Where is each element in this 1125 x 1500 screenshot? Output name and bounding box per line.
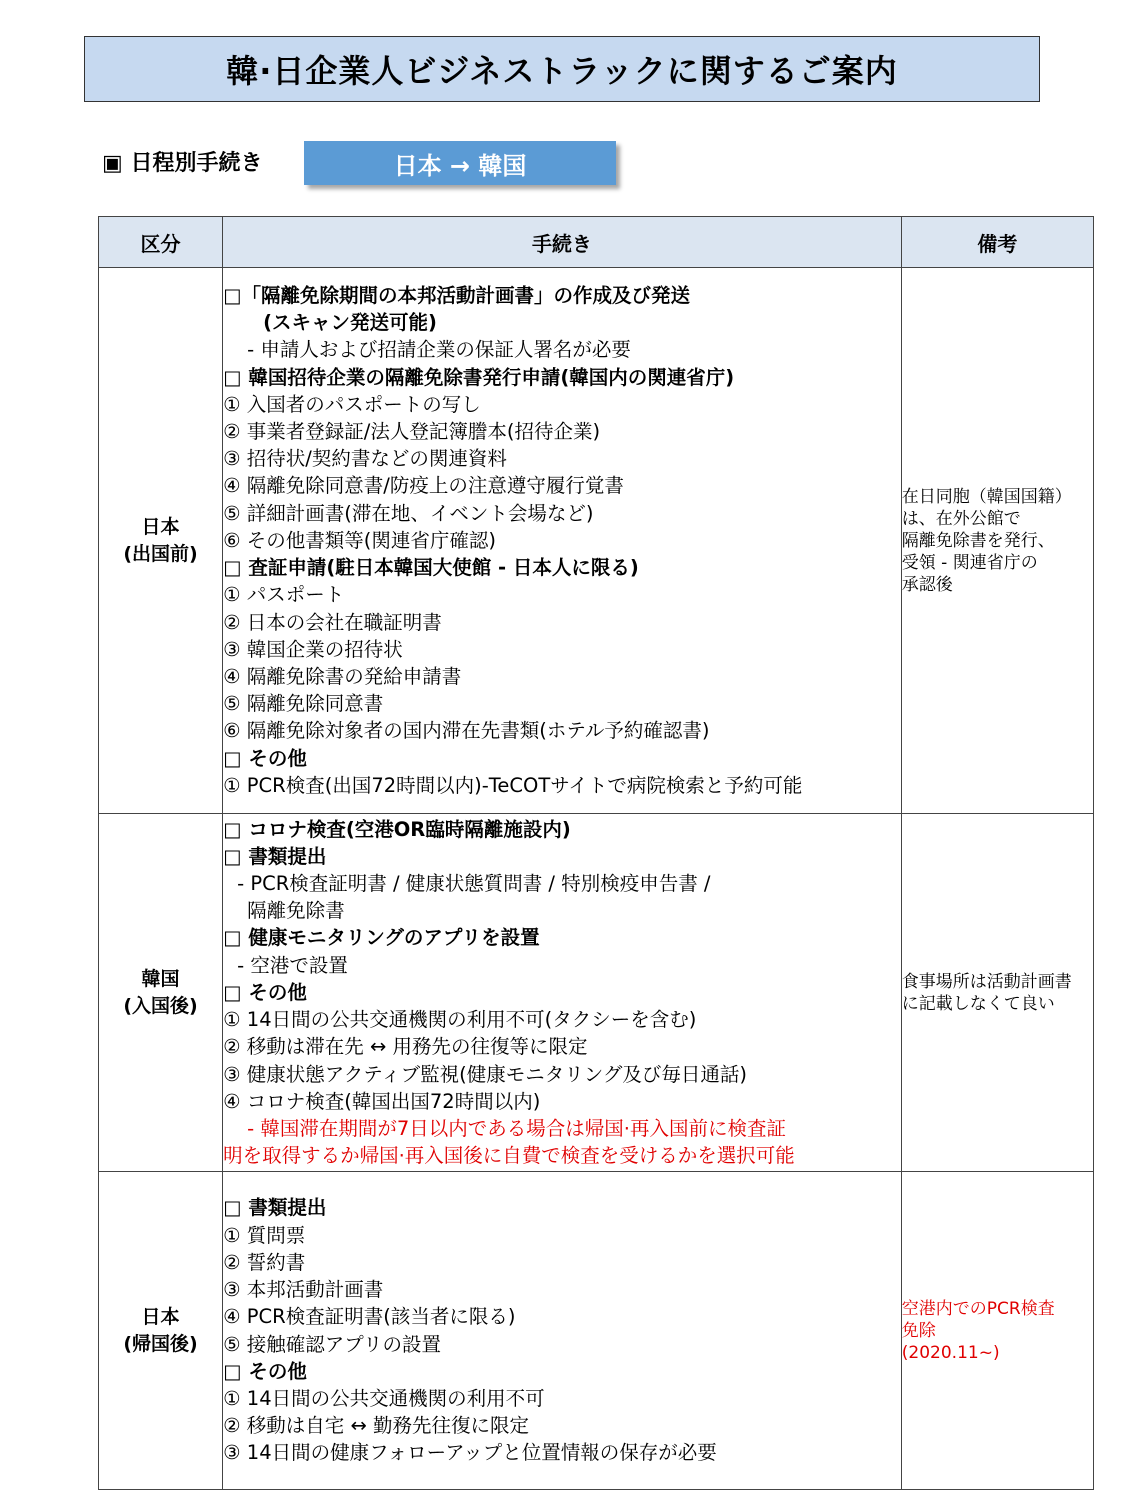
- remarks-cell: [901, 268, 1093, 814]
- remarks-line: に記載しなくて良い: [901, 993, 1055, 1014]
- title-banner: [84, 36, 1040, 102]
- category-cell: [99, 268, 223, 814]
- procedure-line: ③ 健康状態アクティブ監視(健康モニタリング及び毎日通話): [223, 1062, 747, 1086]
- category-label: 日本: [141, 1305, 180, 1328]
- remarks-line: 隔離免除書を発行、: [901, 530, 1055, 551]
- procedure-line: - PCR検査証明書 / 健康状態質問書 / 特別検疫申告書 /: [237, 872, 711, 896]
- procedure-line: ① パスポート: [223, 583, 345, 607]
- procedure-line: □ 査証申請(駐日本韓国大使館 - 日本人に限る): [223, 556, 639, 580]
- procedure-line: ⑥ 隔離免除対象者の国内滞在先書類(ホテル予約確認書): [223, 719, 710, 743]
- remarks-line: 空港内でのPCR検査: [901, 1298, 1055, 1319]
- remarks-cell: [901, 1172, 1093, 1490]
- procedure-table: [98, 216, 1094, 1490]
- procedure-line: □ コロナ検査(空港OR臨時隔離施設内): [223, 817, 571, 841]
- remarks-line: 受領 - 関連省庁の: [901, 552, 1038, 573]
- category-label: (帰国後): [123, 1332, 198, 1355]
- header-remarks: 備考: [901, 217, 1093, 268]
- procedure-line: □ 韓国招待企業の隔離免除書発行申請(韓国内の関連省庁): [223, 365, 735, 389]
- category-cell: [99, 1172, 223, 1490]
- procedure-line: ③ 韓国企業の招待状: [223, 637, 403, 661]
- procedure-line: (スキャン発送可能): [263, 311, 437, 335]
- procedure-line: □ 健康モニタリングのアプリを設置: [223, 926, 540, 950]
- category-label: 日本: [141, 515, 180, 538]
- procedure-line: 明を取得するか帰国·再入国後に自費で検査を受けるかを選択可能: [223, 1144, 795, 1168]
- procedure-line: □ その他: [223, 746, 307, 770]
- procedure-line: □ 書類提出: [223, 1196, 327, 1220]
- procedure-line: ② 移動は自宅 ↔ 勤務先往復に限定: [223, 1414, 530, 1438]
- procedure-line: ① 質問票: [223, 1223, 306, 1247]
- procedure-line: ③ 招待状/契約書などの関連資料: [223, 447, 507, 471]
- remarks-line: 在日同胞（韓国国籍）: [901, 486, 1072, 507]
- category-label: (入国後): [123, 994, 198, 1017]
- procedure-line: □「隔離免除期間の本邦活動計画書」の作成及び発送: [223, 284, 691, 308]
- procedure-line: ② 誓約書: [223, 1250, 306, 1274]
- procedure-line: ⑤ 詳細計画書(滞在地、イベント会場など): [223, 501, 594, 525]
- procedure-cell: [223, 814, 902, 1172]
- procedure-line: ④ 隔離免除同意書/防疫上の注意遵守履行覚書: [223, 474, 624, 498]
- procedure-line: ③ 14日間の健康フォローアップと位置情報の保存が必要: [223, 1441, 717, 1465]
- procedure-line: ① 14日間の公共交通機関の利用不可: [223, 1386, 545, 1410]
- procedure-line: ① 14日間の公共交通機関の利用不可(タクシーを含む): [223, 1008, 697, 1032]
- procedure-line: □ その他: [223, 1359, 307, 1383]
- procedure-line: ⑤ 隔離免除同意書: [223, 692, 384, 716]
- procedure-line: - 韓国滞在期間が7日以内である場合は帰国·再入国前に検査証: [247, 1116, 786, 1140]
- procedure-line: - 空港で設置: [237, 953, 348, 977]
- procedure-cell: [223, 268, 902, 814]
- section-label: ▣ 日程別手続き: [102, 151, 263, 176]
- procedure-line: 隔離免除書: [247, 899, 345, 923]
- header-procedure: 手続き: [223, 217, 902, 268]
- table-header-row: [99, 217, 1094, 268]
- procedure-line: ② 事業者登録証/法人登記簿謄本(招待企業): [223, 420, 601, 444]
- procedure-line: □ 書類提出: [223, 844, 327, 868]
- remarks-line: は、在外公館で: [901, 508, 1021, 529]
- route-badge: 日本 → 韓国: [304, 141, 616, 185]
- procedure-line: ③ 本邦活動計画書: [223, 1278, 384, 1302]
- header-category: 区分: [99, 217, 223, 268]
- procedure-line: ② 移動は滞在先 ↔ 用務先の往復等に限定: [223, 1035, 588, 1059]
- category-label: (出国前): [123, 542, 198, 565]
- table-row: [99, 1172, 1094, 1490]
- procedure-cell: [223, 1172, 902, 1490]
- remarks-line: 免除: [901, 1320, 936, 1341]
- category-cell: [99, 814, 223, 1172]
- procedure-line: ④ 隔離免除書の発給申請書: [223, 664, 462, 688]
- table-row: [99, 268, 1094, 814]
- remarks-cell: [901, 814, 1093, 1172]
- table-row: [99, 814, 1094, 1172]
- procedure-line: - 申請人および招請企業の保証人署名が必要: [247, 338, 631, 362]
- remarks-line: 食事場所は活動計画書: [901, 971, 1072, 992]
- procedure-line: ④ コロナ検査(韓国出国72時間以内): [223, 1089, 541, 1113]
- procedure-line: ④ PCR検査証明書(該当者に限る): [223, 1305, 516, 1329]
- procedure-line: ① PCR検査(出国72時間以内)-TeCOTサイトで病院検索と予約可能: [223, 773, 803, 797]
- procedure-line: ① 入国者のパスポートの写し: [223, 392, 481, 416]
- procedure-line: □ その他: [223, 980, 307, 1004]
- procedure-line: ⑥ その他書類等(関連省庁確認): [223, 528, 497, 552]
- procedure-line: ② 日本の会社在職証明書: [223, 610, 442, 634]
- page-title: 韓·日企業人ビジネストラックに関するご案内: [226, 52, 898, 90]
- procedure-line: ⑤ 接触確認アプリの設置: [223, 1332, 442, 1356]
- category-label: 韓国: [141, 967, 180, 990]
- remarks-line: 承認後: [901, 574, 953, 595]
- remarks-line: (2020.11~): [901, 1342, 1000, 1363]
